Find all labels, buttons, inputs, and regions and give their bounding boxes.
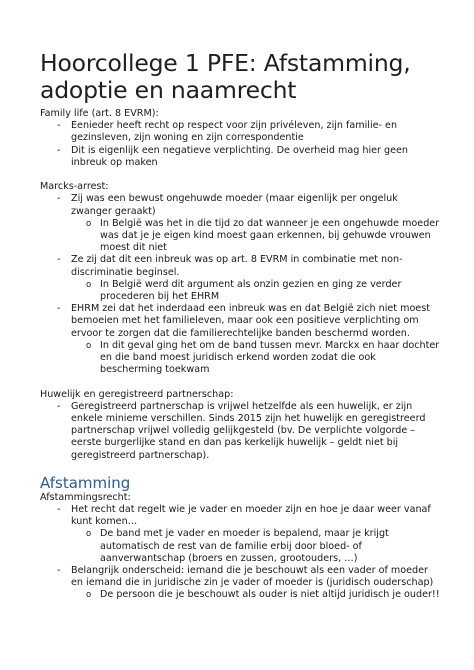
section-heading-afstamming: Afstamming	[40, 473, 131, 492]
sub-list	[71, 528, 440, 565]
afstamming-list	[40, 504, 440, 602]
dash-marker: -	[57, 120, 61, 132]
circle-marker: o	[86, 590, 92, 601]
list-item: - Het recht dat regelt wie je vader en moeder zijn en hoe je daar weer vanaf kunt komen… o De band met je vader en moeder is bepalend, maar je krijgt automatisch de rest van de familie erbij door bloed- of aanverwantschap (broers en zussen, grootouders, …)	[40, 504, 440, 565]
list-item: - Zij was een bewust ongehuwde moeder (maar eigenlijk per ongeluk zwanger geraakt) o In België was het in die tijd zo dat wanneer je een ongehuwde moeder was dat je je eigen kind moest gaan erkennen, bij gehuwde vrouwen moest dit niet	[57, 193, 440, 254]
list-item: - Eenieder heeft recht op respect voor zijn privéleven, zijn familie- en gezinsleven, zijn woning en zijn correspondentie	[57, 120, 398, 144]
sub-list	[71, 589, 440, 601]
marcks-label: Marcks-arrest:	[40, 181, 109, 193]
list-item: - Ze zij dat dit een inbreuk was op art. 8 EVRM in combinatie met non-discriminatie beginsel. o In België werd dit argument als onzin gezien en ging ze verder procederen bij het EHRM	[40, 254, 440, 303]
list-item: - EHRM zei dat het inderdaad een inbreuk was en dat België zich niet moest bemoeien met het familieleven, maar ook een positieve verplichting om ervoor te zorgen dat die familierechtelijke banden beschermd worden. o In dit geval ging het om de band tussen mevr. Marckx en haar dochter en die band moest juridisch erkend worden zodat die ook bescherming toekwam	[57, 303, 440, 376]
huwelijk-label: Huwelijk en geregistreerd partnerschap:	[40, 388, 234, 400]
spacer	[40, 169, 440, 181]
list-item: - Dit is eigenlijk een negatieve verplichting. De overheid mag hier geen inbreuk op maken	[57, 144, 408, 168]
circle-marker: o	[86, 340, 92, 351]
dash-marker: -	[57, 193, 61, 205]
sub-list-item: o In België werd dit argument als onzin gezien en ging ze verder procederen bij het EHRM	[86, 278, 402, 303]
sub-list	[71, 218, 440, 255]
sub-list-item: o De band met je vader en moeder is bepalend, maar je krijgt automatisch de rest van de familie erbij door bloed- of aanverwantschap (broers en zussen, grootouders, …)	[86, 528, 389, 564]
family-life-label: Family life (art. 8 EVRM):	[40, 108, 159, 119]
dash-marker: -	[57, 565, 61, 577]
family-life-list	[40, 120, 440, 169]
dash-marker: -	[57, 144, 61, 156]
afstamming-label: Afstammingsrecht:	[40, 491, 131, 503]
document-page	[40, 50, 440, 602]
dash-marker: -	[57, 254, 61, 266]
page-title: Hoorcollege 1 PFE: Afstamming, adoptie en naamrecht	[40, 49, 411, 104]
sub-list-item: o De persoon die je beschouwt als ouder is niet altijd juridisch je ouder!!	[86, 589, 440, 601]
sub-list	[71, 340, 440, 377]
sub-list-item: o In dit geval ging het om de band tussen mevr. Marckx en haar dochter en die band moest juridisch erkend worden zodat die ook bescherming toekwam	[86, 339, 440, 376]
dash-marker: -	[57, 504, 61, 516]
dash-marker: -	[57, 303, 61, 315]
circle-marker: o	[86, 529, 92, 540]
spacer	[40, 376, 440, 388]
sub-list	[71, 279, 440, 303]
dash-marker: -	[57, 400, 61, 412]
marcks-list	[40, 193, 440, 376]
circle-marker: o	[86, 218, 92, 229]
huwelijk-list	[40, 401, 440, 462]
list-item: - Belangrijk onderscheid: iemand die je beschouwt als een vader of moeder en iemand die in juridische zin je vader of moeder is (juridisch ouderschap) o De persoon die je beschouwt als ouder is niet altijd juridisch je ouder!!	[57, 565, 440, 601]
list-item: - Geregistreerd partnerschap is vrijwel hetzelfde als een huwelijk, er zijn enkele minieme verschillen. Sinds 2015 zijn het huwelijk en geregistreerd partnerschap vrijwel volledig gelijkgesteld (bv. De verplichte volgorde – eerste burgerlijke stand en dan pas kerkelijk huwelijk – geldt niet bij geregistreerd partnerschap).	[57, 400, 426, 461]
circle-marker: o	[86, 279, 92, 290]
sub-list-item: o In België was het in die tijd zo dat wanneer je een ongehuwde moeder was dat je je eigen kind moest gaan erkennen, bij gehuwde vrouwen moest dit niet	[86, 217, 440, 254]
